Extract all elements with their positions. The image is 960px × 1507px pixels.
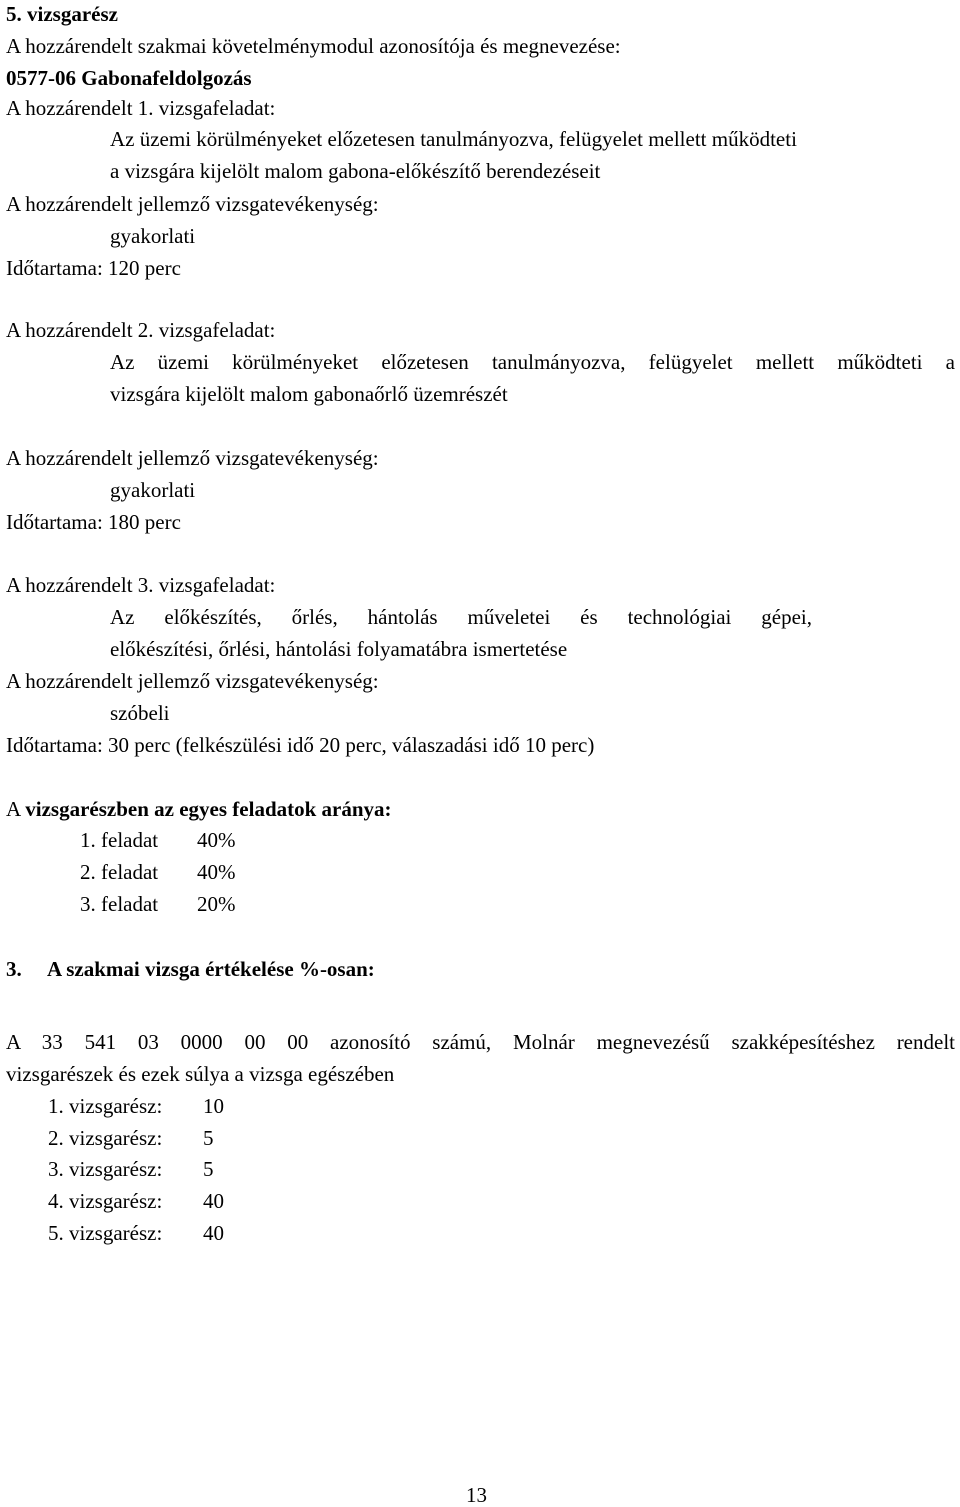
section3-number: 3. [6, 957, 22, 981]
qualification-intro-line1: A 33 541 03 0000 00 00 azonosító számú, Molnár megnevezésű szakképesítéshez rendelt [6, 1030, 955, 1054]
qualification-intro-line2: vizsgarészek és ezek súlya a vizsga egészében [6, 1062, 395, 1086]
ratio-row-1-task: 1. feladat [80, 828, 159, 852]
task2-activity-value: gyakorlati [110, 478, 196, 502]
task2-activity-label: A hozzárendelt jellemző vizsgatevékenység: [6, 446, 379, 470]
weight-row-4-value: 40 [203, 1189, 224, 1213]
ratio-row-3-value: 20% [197, 892, 236, 916]
weight-row-5-value: 40 [203, 1221, 224, 1245]
module-label: A hozzárendelt szakmai követelménymodul azonosítója és megnevezése: [6, 34, 621, 58]
module-name: 0577-06 Gabonafeldolgozás [6, 66, 252, 90]
task3-activity-label: A hozzárendelt jellemző vizsgatevékenység: [6, 669, 379, 693]
ratio-row-2-task: 2. feladat [80, 860, 159, 884]
ratio-heading-prefix: A [6, 797, 26, 821]
section-heading: 5. vizsgarész [6, 2, 118, 26]
task1-label: A hozzárendelt 1. vizsgafeladat: [6, 96, 276, 120]
ratio-row-1-value: 40% [197, 828, 236, 852]
task1-activity-value: gyakorlati [110, 224, 196, 248]
task3-description-line2: előkészítési, őrlési, hántolási folyamatábra ismertetése [110, 637, 568, 661]
task1-description-line2: a vizsgára kijelölt malom gabona-előkészítő berendezéseit [110, 159, 601, 183]
task1-duration: Időtartama: 120 perc [6, 256, 181, 280]
task2-description-line2: vizsgára kijelölt malom gabonaőrlő üzemrészét [110, 382, 508, 406]
task3-duration: Időtartama: 30 perc (felkészülési idő 20 perc, válaszadási idő 10 perc) [6, 733, 595, 757]
ratio-row-3-task: 3. feladat [80, 892, 159, 916]
task3-description-line1: Az előkészítés, őrlés, hántolás műveletei és technológiai gépei, [110, 605, 812, 629]
weight-row-3-part: 3. vizsgarész: [48, 1157, 163, 1181]
weight-row-4-part: 4. vizsgarész: [48, 1189, 163, 1213]
task2-label: A hozzárendelt 2. vizsgafeladat: [6, 318, 276, 342]
weight-row-1-part: 1. vizsgarész: [48, 1094, 163, 1118]
section3-heading: A szakmai vizsga értékelése %-osan: [47, 957, 375, 981]
task2-duration: Időtartama: 180 perc [6, 510, 181, 534]
page-number: 13 [466, 1483, 487, 1507]
ratio-heading [6, 797, 392, 821]
task1-activity-label: A hozzárendelt jellemző vizsgatevékenység: [6, 192, 379, 216]
weight-row-1-value: 10 [203, 1094, 224, 1118]
task3-label: A hozzárendelt 3. vizsgafeladat: [6, 573, 276, 597]
weight-row-2-value: 5 [203, 1126, 214, 1150]
ratio-heading-text: vizsgarészben az egyes feladatok aránya: [25, 797, 392, 821]
task3-activity-value: szóbeli [110, 701, 170, 725]
weight-row-3-value: 5 [203, 1157, 214, 1181]
task2-description-line1: Az üzemi körülményeket előzetesen tanulmányozva, felügyelet mellett működteti a [110, 350, 955, 374]
ratio-row-2-value: 40% [197, 860, 236, 884]
weight-row-5-part: 5. vizsgarész: [48, 1221, 163, 1245]
weight-row-2-part: 2. vizsgarész: [48, 1126, 163, 1150]
task1-description-line1: Az üzemi körülményeket előzetesen tanulmányozva, felügyelet mellett működteti [110, 127, 797, 151]
